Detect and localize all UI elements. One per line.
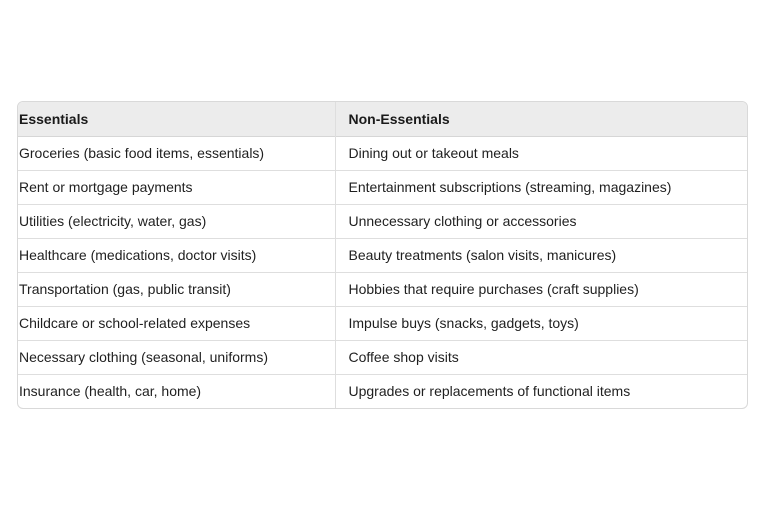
table-row bbox=[18, 374, 747, 408]
header-row bbox=[18, 102, 747, 136]
non-essential-cell: Entertainment subscriptions (streaming, magazines) bbox=[335, 170, 747, 204]
non-essential-cell: Impulse buys (snacks, gadgets, toys) bbox=[335, 306, 747, 340]
essential-cell: Necessary clothing (seasonal, uniforms) bbox=[18, 340, 335, 374]
non-essential-cell: Beauty treatments (salon visits, manicures) bbox=[335, 238, 747, 272]
table-row bbox=[18, 306, 747, 340]
header-essentials: Essentials bbox=[18, 102, 335, 136]
essentials-table bbox=[18, 102, 747, 408]
non-essential-cell: Coffee shop visits bbox=[335, 340, 747, 374]
non-essential-cell: Dining out or takeout meals bbox=[335, 136, 747, 170]
table-row bbox=[18, 136, 747, 170]
comparison-table bbox=[17, 101, 748, 409]
table-row bbox=[18, 272, 747, 306]
non-essential-cell: Unnecessary clothing or accessories bbox=[335, 204, 747, 238]
table-row bbox=[18, 238, 747, 272]
table-row bbox=[18, 340, 747, 374]
essential-cell: Healthcare (medications, doctor visits) bbox=[18, 238, 335, 272]
essential-cell: Groceries (basic food items, essentials) bbox=[18, 136, 335, 170]
essential-cell: Rent or mortgage payments bbox=[18, 170, 335, 204]
table-row bbox=[18, 204, 747, 238]
essential-cell: Insurance (health, car, home) bbox=[18, 374, 335, 408]
table-header bbox=[18, 102, 747, 136]
essential-cell: Utilities (electricity, water, gas) bbox=[18, 204, 335, 238]
table-row bbox=[18, 170, 747, 204]
non-essential-cell: Hobbies that require purchases (craft supplies) bbox=[335, 272, 747, 306]
non-essential-cell: Upgrades or replacements of functional items bbox=[335, 374, 747, 408]
table-body bbox=[18, 136, 747, 408]
essential-cell: Childcare or school-related expenses bbox=[18, 306, 335, 340]
essential-cell: Transportation (gas, public transit) bbox=[18, 272, 335, 306]
header-non-essentials: Non-Essentials bbox=[335, 102, 747, 136]
